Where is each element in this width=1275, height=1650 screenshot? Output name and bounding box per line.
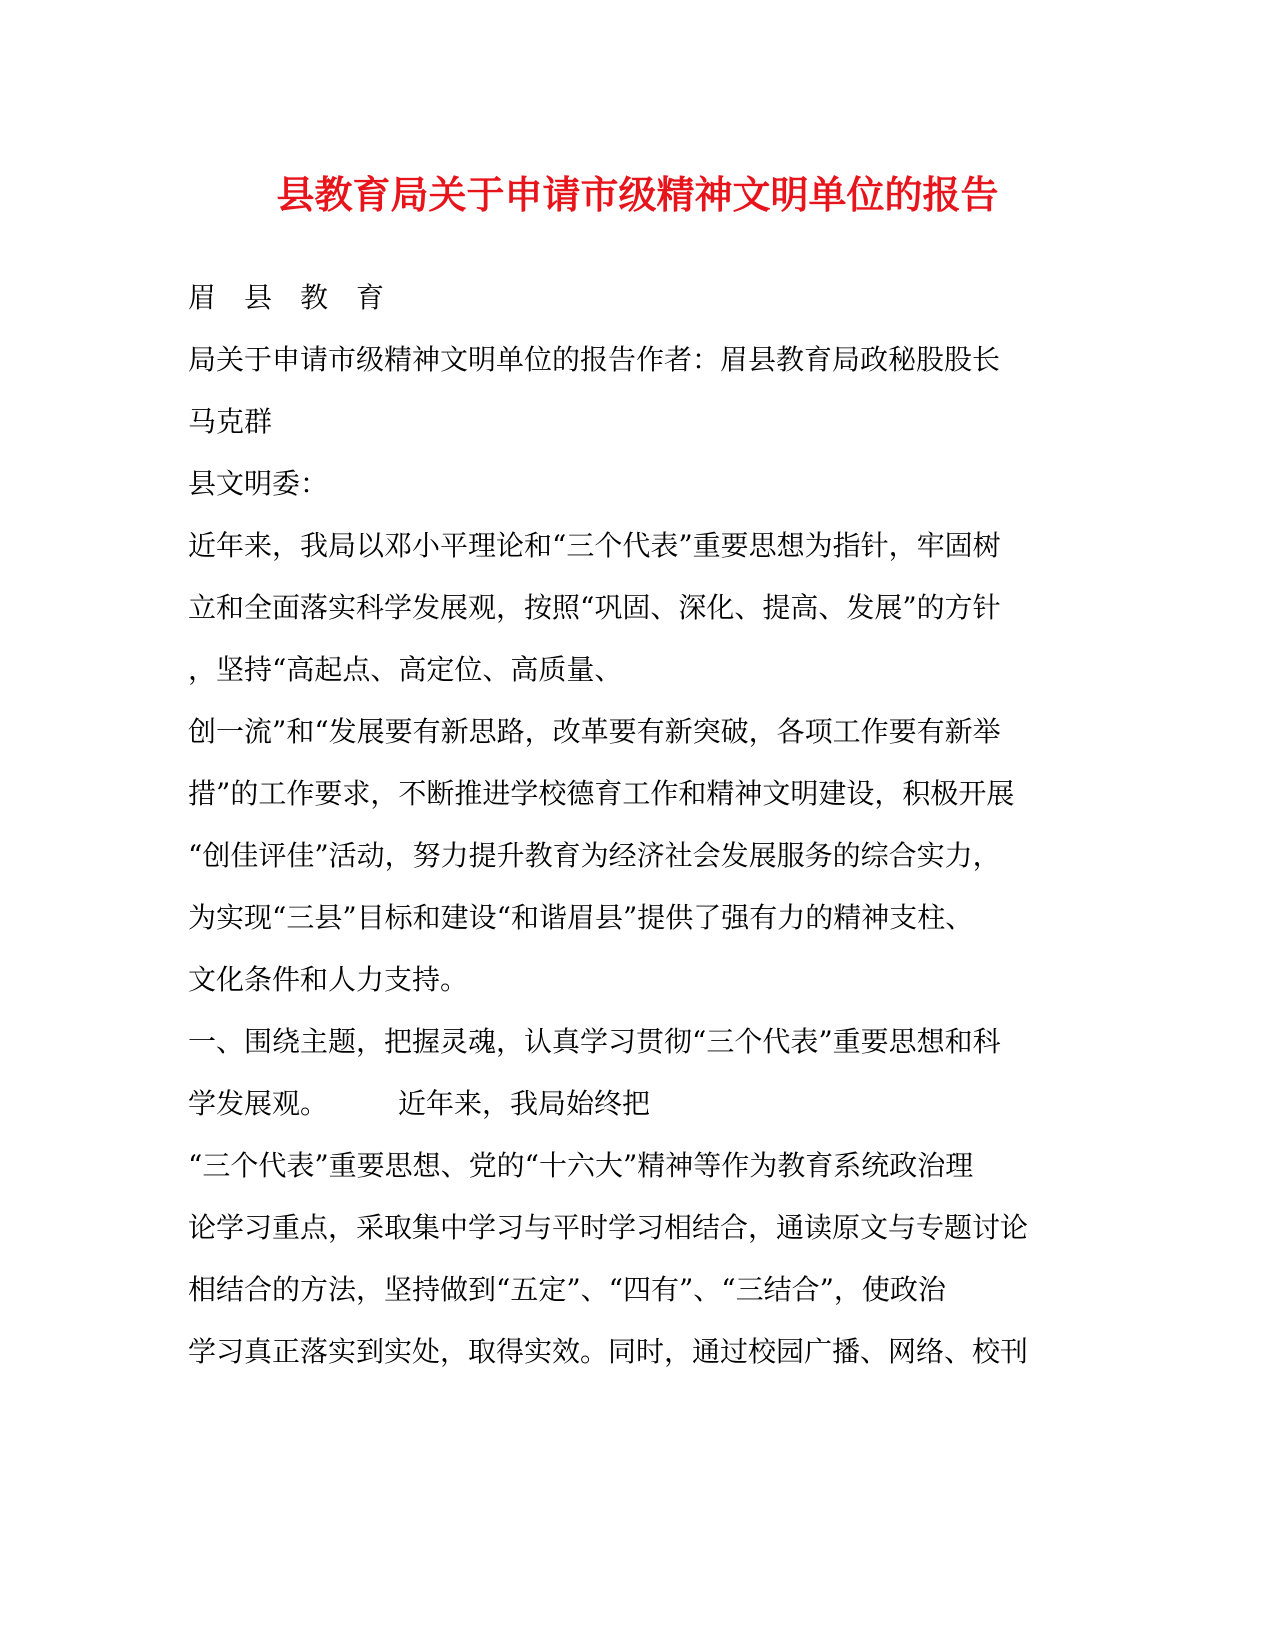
- text-line: “三个代表”重要思想、党的“十六大”精神等作为教育系统政治理: [188, 1149, 974, 1182]
- text-line: 县文明委：: [188, 467, 329, 500]
- text-line: 马克群: [188, 405, 273, 438]
- text-line: 论学习重点，采取集中学习与平时学习相结合，通读原文与专题讨论: [188, 1211, 1029, 1244]
- text-line: 相结合的方法，坚持做到“五定”、“四有”、“三结合”，使政治: [188, 1273, 946, 1306]
- text-line: “创佳评佳”活动，努力提升教育为经济社会发展服务的综合实力，: [188, 839, 1001, 872]
- text-line: ，坚持“高起点、高定位、高质量、: [188, 653, 623, 686]
- text-line: 眉 县 教 育: [188, 281, 385, 314]
- document-title: 县教育局关于申请市级精神文明单位的报告: [276, 172, 999, 217]
- text-line: 立和全面落实科学发展观，按照“巩固、深化、提高、发展”的方针: [188, 591, 1001, 624]
- text-line: 为实现“三县”目标和建设“和谐眉县”提供了强有力的精神支柱、: [188, 901, 974, 934]
- text-line: 创一流”和“发展要有新思路，改革要有新突破，各项工作要有新举: [188, 715, 1001, 748]
- text-line: 局关于申请市级精神文明单位的报告作者：眉县教育局政秘股股长: [188, 343, 1001, 376]
- text-line: 学发展观。 近年来，我局始终把: [188, 1087, 651, 1120]
- text-line: 措”的工作要求，不断推进学校德育工作和精神文明建设，积极开展: [188, 777, 1015, 810]
- text-line: 文化条件和人力支持。: [188, 963, 469, 996]
- text-line: 学习真正落实到实处，取得实效。同时，通过校园广播、网络、校刊: [188, 1335, 1029, 1368]
- text-line: 近年来，我局以邓小平理论和“三个代表”重要思想为指针，牢固树: [188, 529, 1001, 562]
- text-line: 一、围绕主题，把握灵魂，认真学习贯彻“三个代表”重要思想和科: [188, 1025, 1001, 1058]
